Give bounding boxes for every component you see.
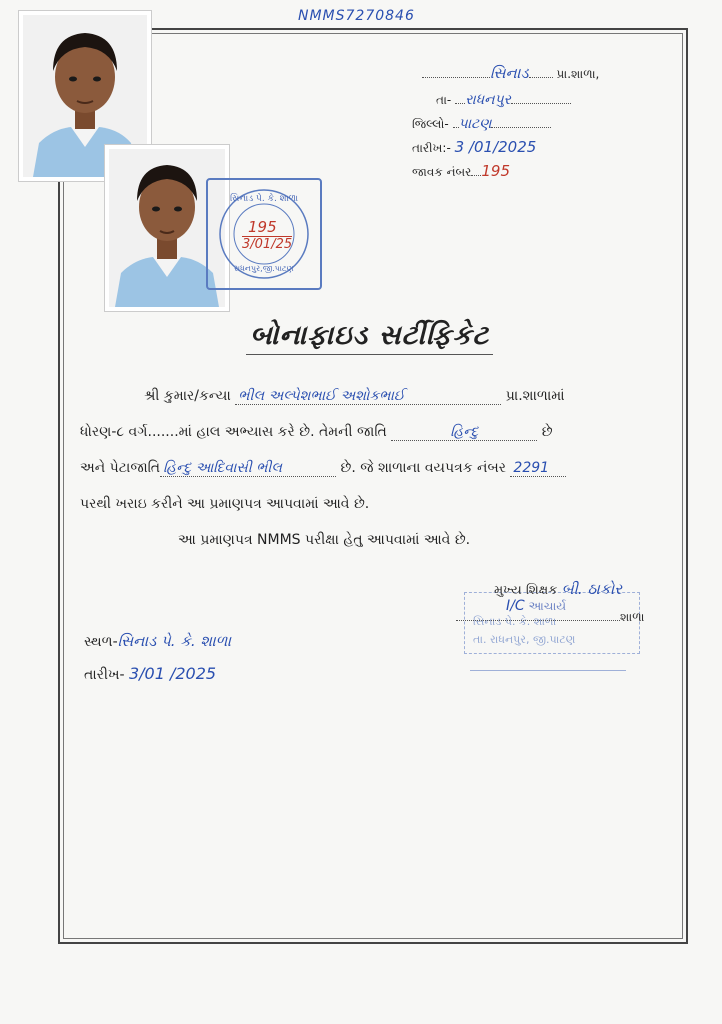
subcaste-prefix: અને પેટાજાતિ: [80, 460, 161, 476]
taluka-value: રાધનપુર: [465, 92, 511, 108]
place-label: સ્થળ-: [84, 634, 118, 650]
date-label: તારીખ:-: [412, 141, 451, 155]
caste-value: હિન્દુ: [391, 424, 537, 441]
signature-role-line: [494, 580, 622, 598]
standard-text: ધોરણ-૮ વર્ગ.......માં હાલ અભ્યાસ કરે છે. તેમની જાતિ: [80, 424, 387, 440]
body-line-2: [80, 424, 553, 441]
signature-role: મુખ્ય શિક્ષક: [494, 583, 558, 598]
stamp-text-bottom: રાધનપુર,જી.પાટણ: [234, 264, 294, 273]
certificate-title: બોનાફાઇડ સર્ટીફિકેટ: [246, 320, 493, 355]
student-name: ભીલ અલ્પેશભાઈ અશોકભાઈ: [235, 388, 501, 405]
taluka-label: તા-: [436, 93, 452, 107]
outward-line: [412, 162, 510, 180]
date-line: [412, 138, 536, 156]
school-name-line: [422, 64, 599, 82]
principal-title: આચાર્ય: [528, 599, 567, 613]
stamp-underline: [470, 670, 626, 671]
caste-suffix: છે: [541, 424, 553, 440]
student-prefix: શ્રી કુમાર/કન્યા: [144, 388, 231, 404]
place-value: સિનાડ પે. કે. શાળા: [117, 632, 232, 650]
footer-date-value: 3/01 /2025: [128, 664, 217, 683]
footer-date-label: તારીખ-: [84, 667, 125, 683]
place-line: [84, 632, 231, 650]
principal-prefix: I/C: [506, 598, 525, 614]
principal-stamp-line-1: સિનાડ પે. કે. શાળા: [473, 615, 557, 628]
school-suffix: પ્રા.શાળા,: [556, 67, 600, 81]
top-number: NMMS7270846: [298, 8, 415, 24]
body-line-4: પરથી ખરાઇ કરીને આ પ્રમાણપત્ર આપવામાં આવે છે.: [80, 496, 370, 512]
stamp-date: 3/01/25: [242, 237, 293, 252]
school-stamp: [206, 178, 322, 290]
date-value: 3 /01/2025: [454, 138, 537, 156]
signature: બી. ઠાકોર: [561, 580, 622, 598]
district-label: જિલ્લો-: [412, 117, 449, 131]
subcaste-value: હિન્દુ આદિવાસી ભીલ: [160, 460, 336, 477]
district-value: પાટણ: [458, 116, 492, 132]
footer-date-line: [84, 664, 216, 683]
stamp-number: 195: [248, 218, 277, 236]
body-line-1: [144, 388, 565, 405]
signature-school-suffix: શાળા: [620, 610, 645, 624]
district-line: [412, 116, 551, 132]
school-ref: પ્રા.શાળામાં: [505, 388, 565, 404]
principal-stamp-line-2: તા. રાધનપુર, જી.પાટણ: [473, 633, 576, 646]
body-line-3: [80, 460, 566, 477]
stamp-text-top: સિનાડ પે. કે. શાળા: [230, 194, 299, 204]
school-name: સિનાડ: [490, 64, 529, 82]
taluka-line: [436, 92, 571, 108]
register-number: 2291: [510, 460, 566, 477]
body-line-5: આ પ્રમાણપત્ર NMMS પરીક્ષા હેતુ આપવામાં આવે છે.: [178, 532, 471, 548]
outward-label: જાવક નંબર: [412, 165, 472, 179]
register-text: છે. જે શાળાના વયપત્રક નંબર: [340, 460, 506, 476]
signature-school-line: [456, 610, 645, 625]
outward-value: 195: [481, 162, 511, 180]
